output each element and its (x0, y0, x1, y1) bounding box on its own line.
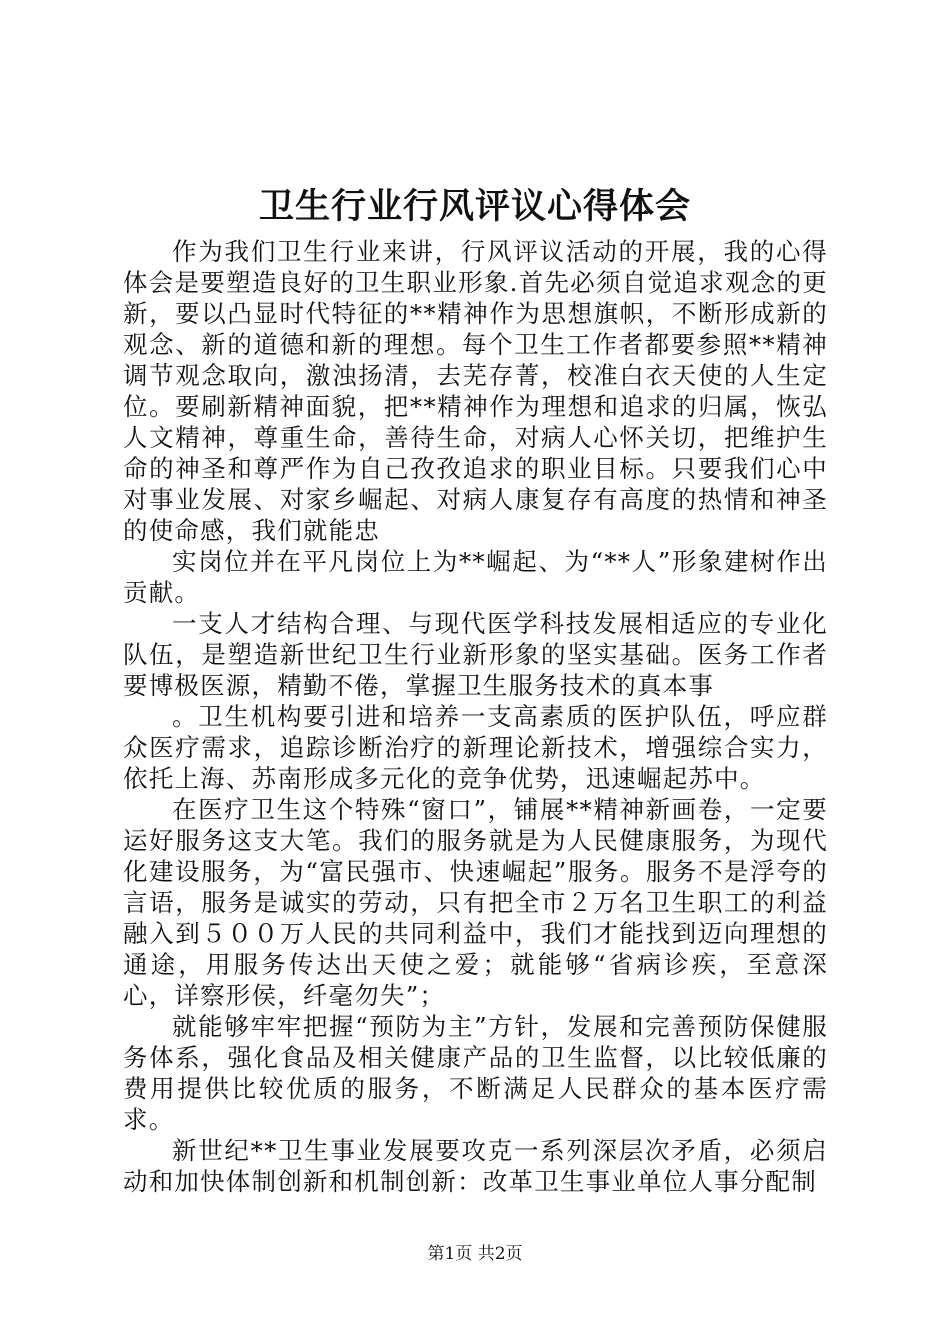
body-paragraph: 就能够牢牢把握“预防为主”方针，发展和完善预防保健服务体系，强化食品及相关健康产品的卫生监督，以比较低廉的费用提供比较优质的服务，不断满足人民群众的基本医疗需求。 (123, 1012, 828, 1134)
page-number: 第1页 共2页 (427, 1244, 523, 1264)
body-paragraph: 新世纪**卫生事业发展要攻克一系列深层次矛盾，必须启动和加快体制创新和机制创新：改革卫生事业单位人事分配制 (123, 1136, 828, 1196)
body-paragraph: 作为我们卫生行业来讲，行风评议活动的开展，我的心得体会是要塑造良好的卫生职业形象.首先必须自觉追求观念的更新，要以凸显时代特征的**精神作为思想旗帜，不断形成新的观念、新的道德和新的理想。每个卫生工作者都要参照**精神调节观念取向，激浊扬清，去芜存菁，校准白衣天使的人生定位。要刷新精神面貌，把**精神作为理想和追求的归属，恢弘人文精神，尊重生命，善待生命，对病人心怀关切，把维护生命的神圣和尊严作为自己孜孜追求的职业目标。只要我们心中对事业发展、对家乡崛起、对病人康复存有高度的热情和神圣的使命感，我们就能忠 (123, 237, 828, 545)
body-paragraph: 。卫生机构要引进和培养一支高素质的医护队伍，呼应群众医疗需求，追踪诊断治疗的新理论新技术，增强综合实力，依托上海、苏南形成多元化的竞争优势，迅速崛起苏中。 (123, 702, 828, 793)
body-paragraph: 在医疗卫生这个特殊“窗口”，铺展**精神新画卷，一定要运好服务这支大笔。我们的服务就是为人民健康服务，为现代化建设服务，为“富民强市、快速崛起”服务。服务不是浮夸的言语，服务是诚实的劳动，只有把全市２万名卫生职工的利益融入到５００万人民的共同利益中，我们才能找到迈向理想的通途，用服务传达出天使之爱；就能够“省病诊疾，至意深心，详察形侯，纤毫勿失”； (123, 795, 828, 1010)
document-body (123, 236, 828, 1197)
body-paragraph: 实岗位并在平凡岗位上为**崛起、为“**人”形象建树作出贡献。 (123, 547, 828, 607)
body-paragraph: 一支人才结构合理、与现代医学科技发展相适应的专业化队伍，是塑造新世纪卫生行业新形象的坚实基础。医务工作者要博极医源，精勤不倦，掌握卫生服务技术的真本事 (123, 609, 828, 700)
document-title: 卫生行业行风评议心得体会 (258, 186, 691, 227)
